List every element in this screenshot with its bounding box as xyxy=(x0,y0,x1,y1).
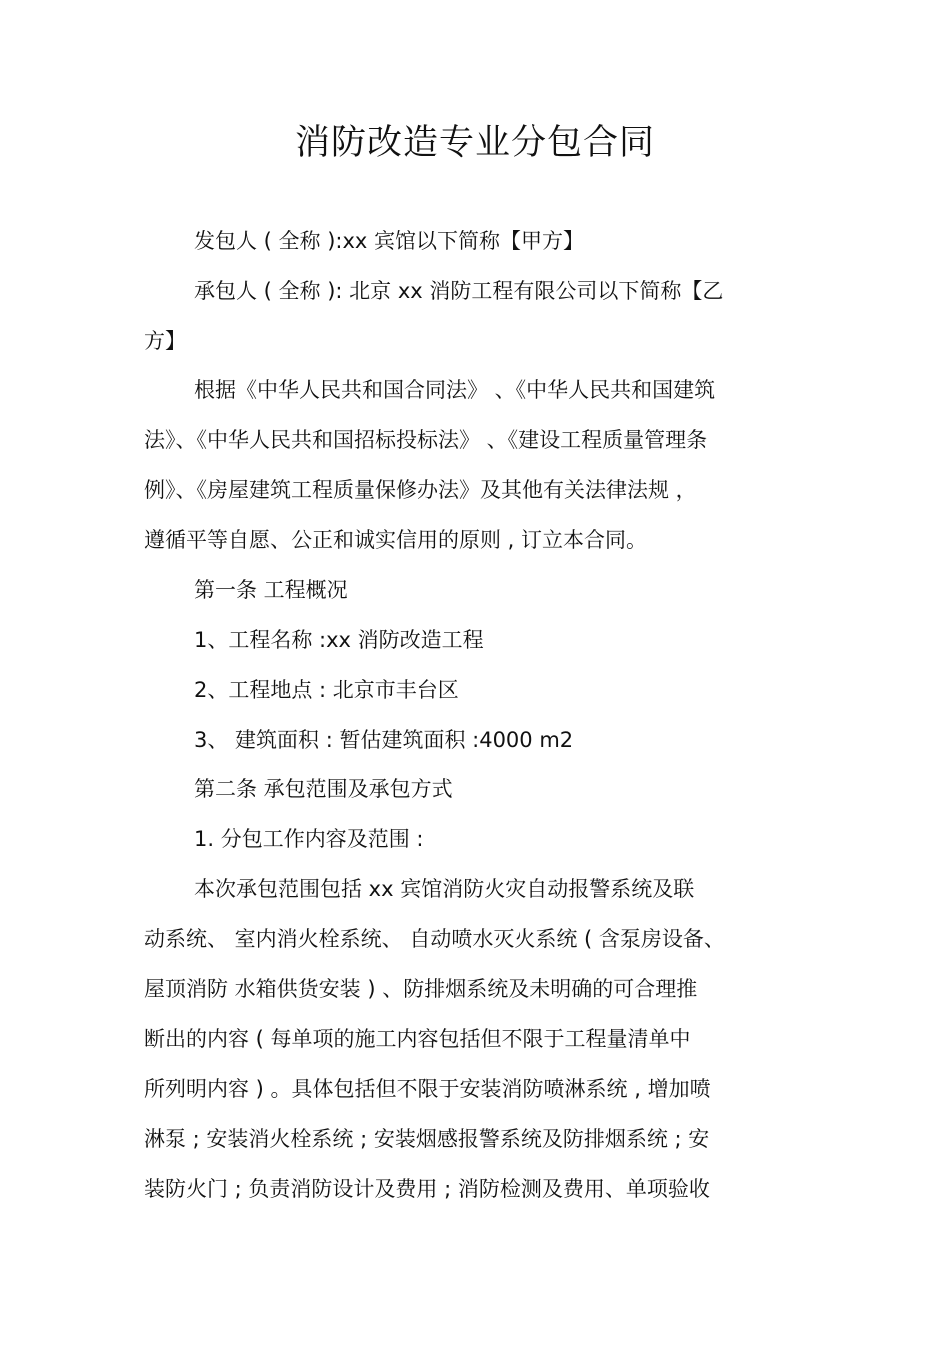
paragraph-line: 例》、《房屋建筑工程质量保修办法》及其他有关法律法规 ， xyxy=(144,478,697,502)
section-heading: 第一条 工程概况 xyxy=(194,578,348,602)
paragraph-line: 1、工程名称 :xx 消防改造工程 xyxy=(194,628,484,652)
paragraph-line: 2、工程地点 : 北京市丰台区 xyxy=(194,678,459,702)
paragraph-line: 发包人 ( 全称 ):xx 宾馆以下简称【甲方】 xyxy=(194,229,585,253)
paragraph-line: 装防火门 ; 负责消防设计及费用 ; 消防检测及费用、单项验收 xyxy=(144,1177,710,1201)
section-heading: 第二条 承包范围及承包方式 xyxy=(194,777,453,801)
document-title: 消防改造专业分包合同 xyxy=(294,123,655,163)
paragraph-line: 法》、《中华人民共和国招标投标法》 、《建设工程质量管理条 xyxy=(144,428,708,452)
paragraph-line: 3、 建筑面积 : 暂估建筑面积 :4000 m2 xyxy=(194,728,574,752)
paragraph-line: 遵循平等自愿、公正和诚实信用的原则 , 订立本合同。 xyxy=(144,528,648,552)
paragraph-line: 屋顶消防 水箱供货安装 ) 、防排烟系统及未明确的可合理推 xyxy=(144,977,698,1001)
paragraph-line: 1. 分包工作内容及范围 : xyxy=(194,827,424,851)
paragraph-line: 本次承包范围包括 xx 宾馆消防火灾自动报警系统及联 xyxy=(194,877,695,901)
paragraph-line: 方】 xyxy=(144,329,186,353)
paragraph-line: 根据《中华人民共和国合同法》 、《中华人民共和国建筑 xyxy=(194,378,716,402)
paragraph-line: 所列明内容 ) 。具体包括但不限于安装消防喷淋系统 , 增加喷 xyxy=(144,1077,711,1101)
paragraph-line: 动系统、 室内消火栓系统、 自动喷水灭火系统 ( 含泵房设备、 xyxy=(144,927,725,951)
paragraph-line: 承包人 ( 全称 ): 北京 xx 消防工程有限公司以下简称【乙 xyxy=(194,279,724,303)
paragraph-line: 淋泵 ; 安装消火栓系统 ; 安装烟感报警系统及防排烟系统 ; 安 xyxy=(144,1127,710,1151)
paragraph-line: 断出的内容 ( 每单项的施工内容包括但不限于工程量清单中 xyxy=(144,1027,691,1051)
